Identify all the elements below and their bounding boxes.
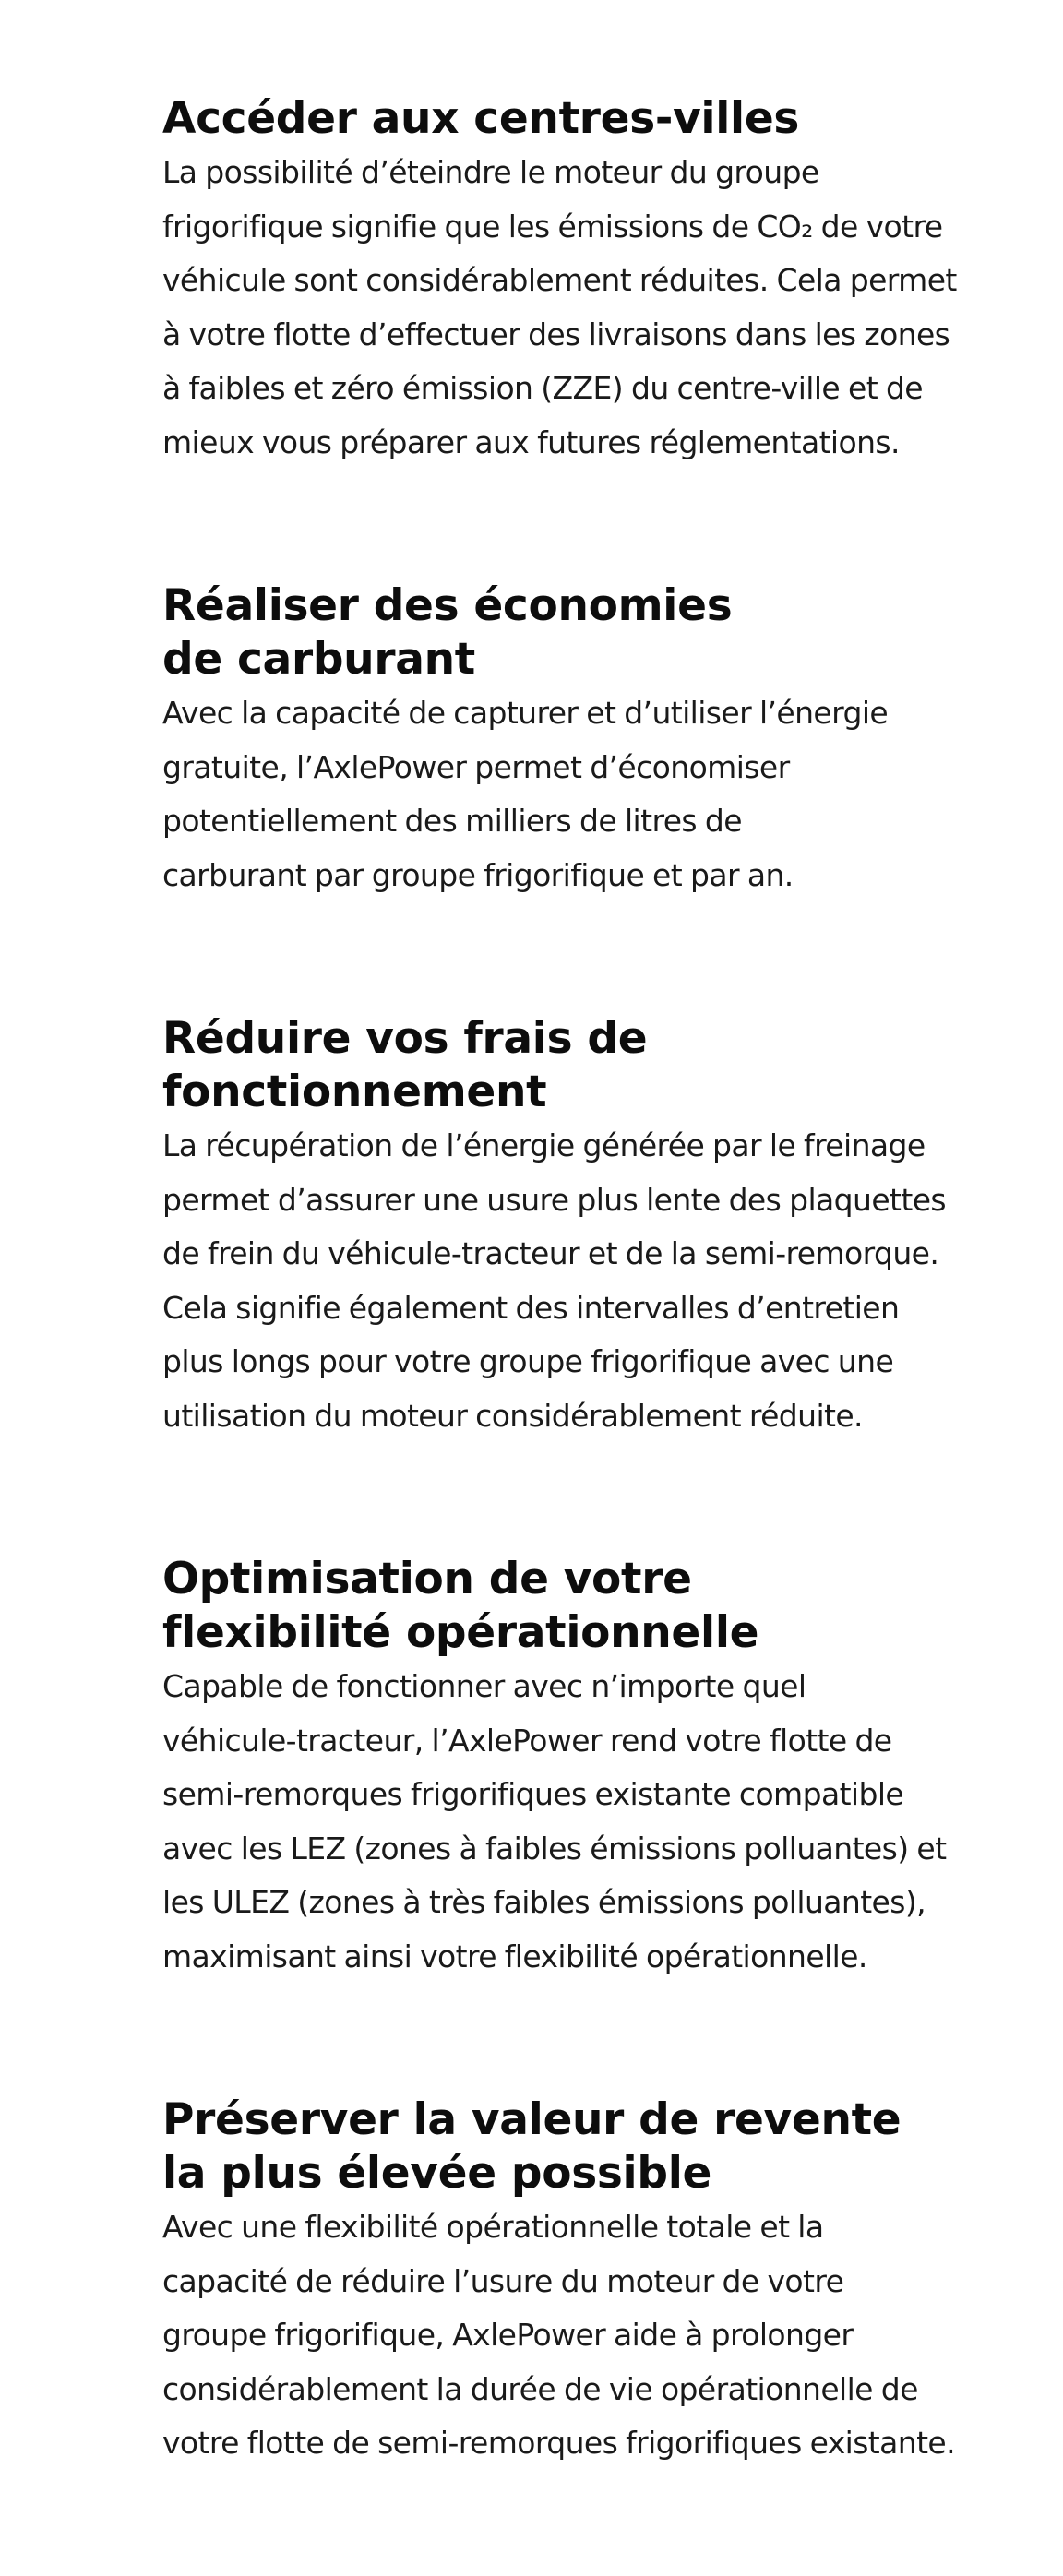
section-body: La récupération de l’énergie générée par le freinage permet d’assurer une usure plus lente des plaquettes de frein du véhicule-tracteur et de la semi-remorque. Cela signifie également des intervalles d’entretien plus longs pour votre groupe frigorifique avec une utilisation du moteur considérablement réduite. (162, 1127, 946, 1434)
section-body: Capable de fonctionner avec n’importe quel véhicule-tracteur, l’AxlePower rend votre flotte de semi-remorques frigorifiques existante compatible avec les LEZ (zones à faibles émissions polluantes) et les ULEZ (zones à très faibles émissions polluantes), maximisant ainsi votre flexibilité opérationnelle. (162, 1668, 947, 1974)
section-body: La possibilité d’éteindre le moteur du groupe frigorifique signifie que les émissions de CO₂ de votre véhicule sont considérablement réduites. Cela permet à votre flotte d’effectuer des livraisons dans les zones à faibles et zéro émission (ZZE) du centre-ville et de mieux vous préparer aux futures réglementations. (162, 154, 957, 460)
section-title: Optimisation de votre flexibilité opérationnelle (162, 1554, 759, 1658)
section-body: Avec une flexibilité opérationnelle totale et la capacité de réduire l’usure du moteur de votre groupe frigorifique, AxlePower aide à prolonger considérablement la durée de vie opérationnelle de votre flotte de semi-remorques frigorifiques existante. (162, 2209, 955, 2461)
benefit-section-city-centres (162, 92, 993, 470)
section-title: Réaliser des économies de carburant (162, 580, 733, 685)
section-title: Réduire vos frais de fonctionnement (162, 1013, 648, 1117)
benefit-section-operating-costs (162, 1012, 993, 1443)
section-title: Préserver la valeur de revente la plus élevée possible (162, 2094, 902, 2199)
section-body: Avec la capacité de capturer et d’utiliser l’énergie gratuite, l’AxlePower permet d’économiser potentiellement des milliers de litres de carburant par groupe frigorifique et par an. (162, 695, 889, 893)
benefit-section-operational-flexibility (162, 1553, 993, 1984)
benefits-content (162, 92, 993, 2471)
section-title: Accéder aux centres-villes (162, 93, 800, 144)
benefit-section-resale-value (162, 2093, 993, 2471)
benefit-section-fuel-savings (162, 579, 993, 902)
